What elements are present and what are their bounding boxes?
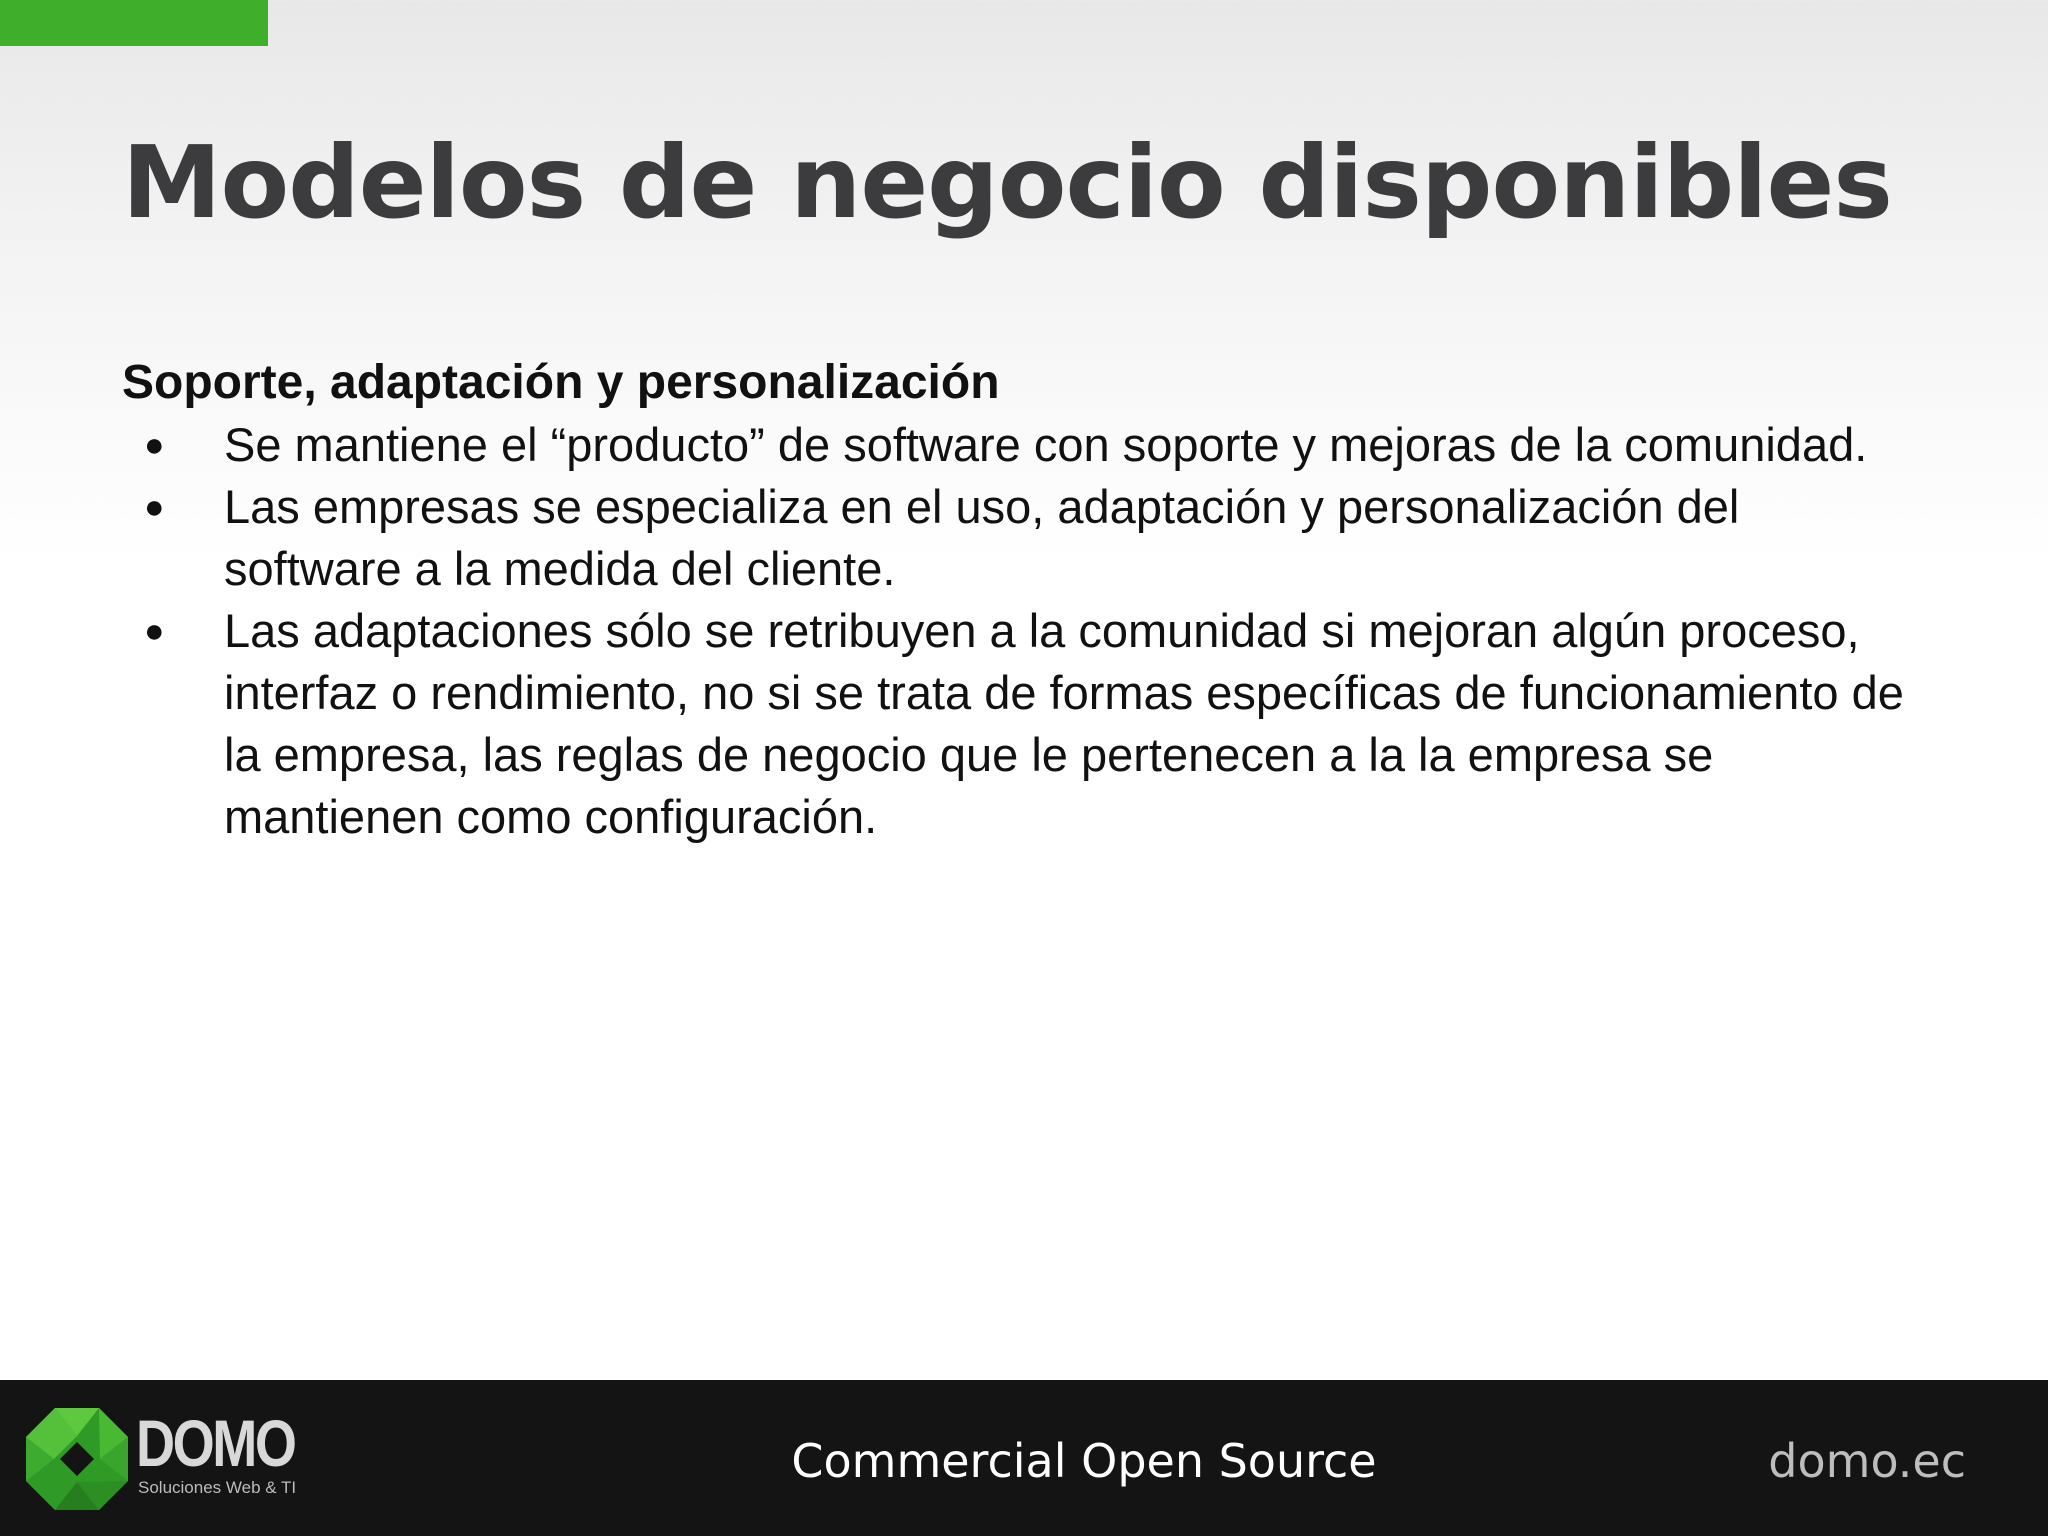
- bullet-text: Las empresas se especializa en el uso, adaptación y personalización del software a la medida del cliente.: [224, 480, 1740, 595]
- accent-bar: [0, 0, 268, 46]
- bullet-icon: ●: [144, 488, 165, 526]
- bullet-text: Se mantiene el “producto” de software con soporte y mejoras de la comunidad.: [224, 418, 1868, 471]
- footer-url: domo.ec: [1768, 1434, 1966, 1488]
- bullet-item: [122, 414, 1922, 476]
- bullet-item: [122, 476, 1922, 600]
- bullet-text: Las adaptaciones sólo se retribuyen a la comunidad si mejoran algún proceso, interfaz o rendimiento, no si se trata de formas específicas de funcionamiento de la empresa, las reglas de negocio que le pertenecen a la la empresa se mantienen como configuración.: [224, 604, 1904, 843]
- logo-tagline: Soluciones Web & TI: [138, 1478, 297, 1497]
- section-heading: Soporte, adaptación y personalización: [122, 356, 1000, 409]
- bullet-list: [122, 414, 1922, 848]
- slide-content: [122, 352, 1922, 848]
- bullet-item: [122, 600, 1922, 848]
- footer-bar: [0, 1380, 2048, 1536]
- bullet-icon: ●: [144, 612, 165, 650]
- footer-caption: Commercial Open Source: [791, 1434, 1377, 1488]
- bullet-icon: ●: [144, 426, 165, 464]
- slide-title: Modelos de negocio disponibles: [122, 124, 1892, 241]
- logo-wordmark: DOMO: [136, 1406, 295, 1480]
